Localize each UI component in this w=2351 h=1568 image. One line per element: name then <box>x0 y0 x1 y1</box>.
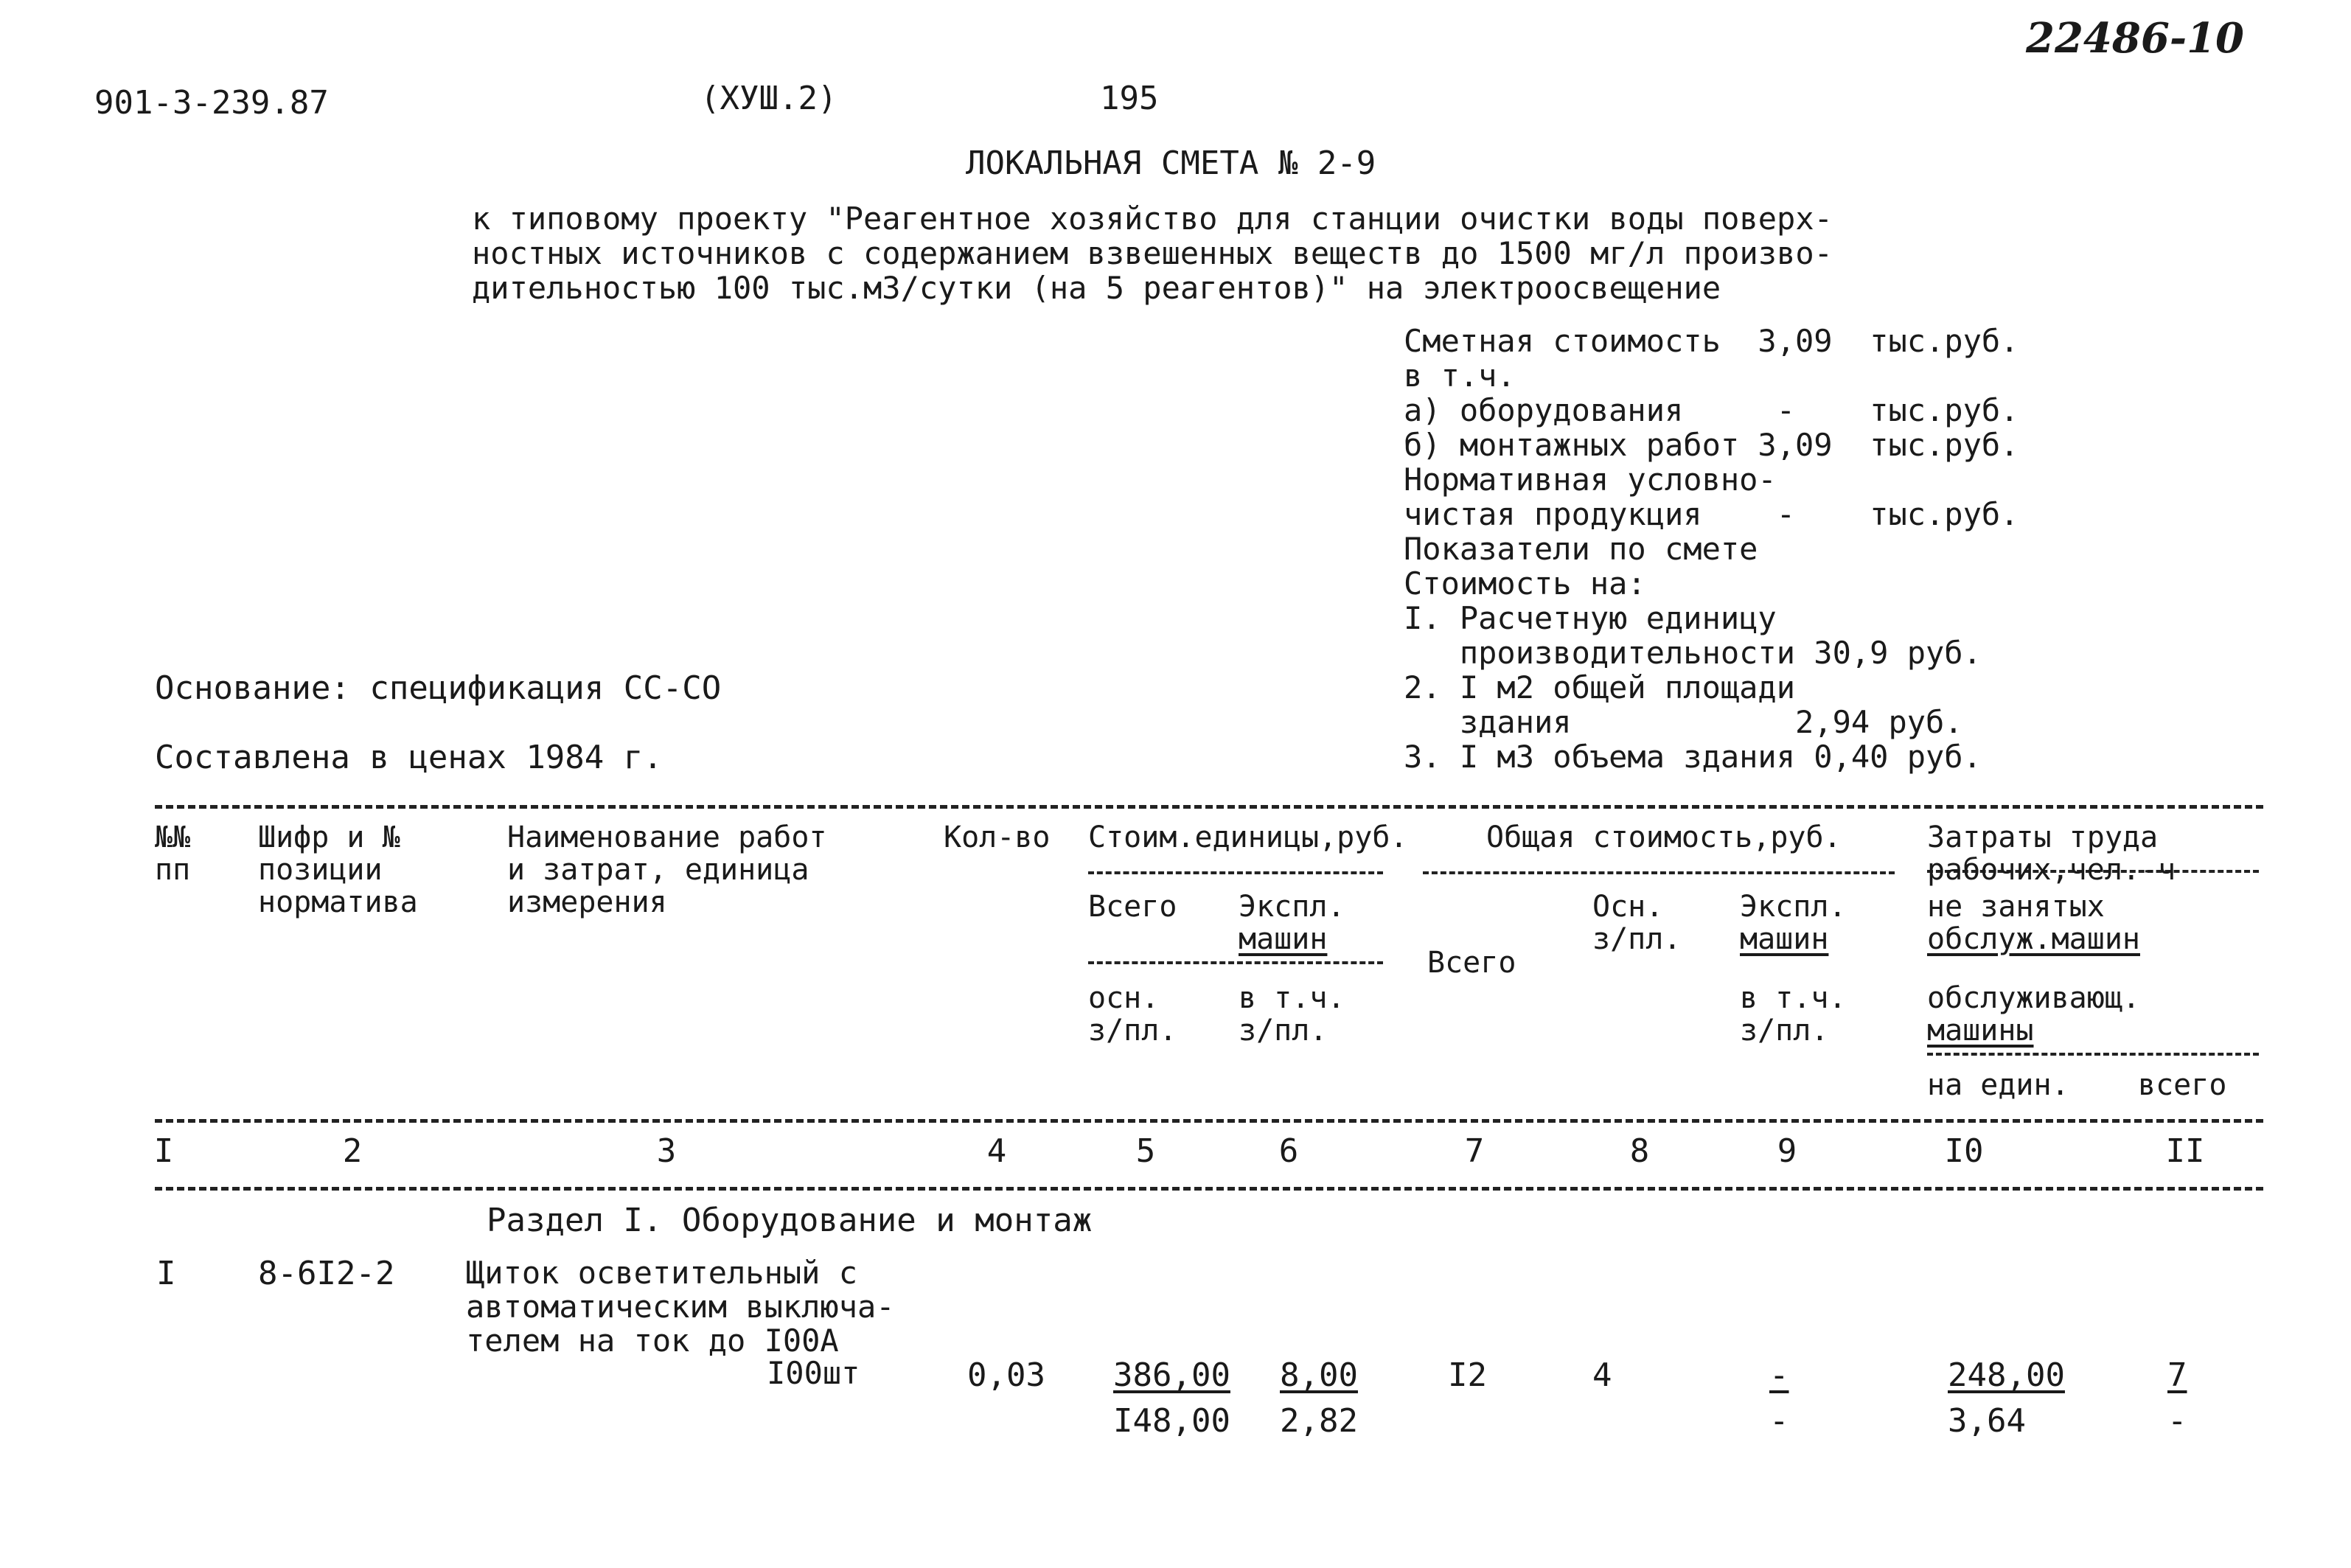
col5-top-header: Всего <box>1088 890 1177 924</box>
handwritten-stamp: 22486-10 <box>2026 14 2244 63</box>
total-cost-header: Общая стоимость,руб. <box>1486 820 1842 854</box>
col6-top-header: машин <box>1239 922 1328 956</box>
album-number: (ХУШ.2) <box>700 80 837 117</box>
col2-header: Шифр и № <box>258 820 400 854</box>
row-quantity: 0,03 <box>967 1356 1045 1394</box>
summary-line: Сметная стоимость 3,09 тыс.руб. <box>1404 323 2019 359</box>
col9-bottom-header: з/пл. <box>1740 1014 1829 1048</box>
col7-header: Всего <box>1427 946 1516 980</box>
col11-unit-header: всего <box>2138 1068 2227 1102</box>
column-number: 3 <box>656 1132 677 1170</box>
summary-line: производительности 30,9 руб. <box>1404 635 1982 671</box>
col10-top-header: не занятых <box>1927 890 2105 924</box>
labor-header: Затраты труда <box>1927 820 2159 854</box>
row-unit-machine-cost: 8,00 <box>1280 1356 1358 1394</box>
table-top-rule <box>155 805 2263 809</box>
price-year-note: Составлена в ценах 1984 г. <box>155 739 663 776</box>
col1-header: пп <box>155 853 191 887</box>
col6-top-header: Экспл. <box>1239 890 1345 924</box>
unit-cost-header: Стоим.единицы,руб. <box>1088 820 1408 854</box>
col2-header: позиции <box>258 853 383 887</box>
col10-bottom-header: обслуживающ. <box>1927 981 2140 1015</box>
document-title: ЛОКАЛЬНАЯ СМЕТА № 2-9 <box>966 144 1376 182</box>
numbers-bottom-rule <box>155 1187 2263 1191</box>
section-heading: Раздел I. Оборудование и монтаж <box>487 1202 1093 1239</box>
row-labor-total-machines: - <box>2167 1402 2187 1440</box>
col10-top-header: обслуж.машин <box>1927 922 2140 956</box>
col9-top-header: машин <box>1740 922 1829 956</box>
subtitle-line: дительностью 100 тыс.м3/сутки (на 5 реагентов)" на электроосвещение <box>472 270 1721 306</box>
summary-line: I. Расчетную единицу <box>1404 600 1777 636</box>
column-number: I <box>153 1132 174 1170</box>
row-labor-per-unit-machines: 3,64 <box>1948 1402 2026 1440</box>
row-name-line: автоматическим выключа- <box>466 1289 895 1325</box>
column-number: 8 <box>1629 1132 1650 1170</box>
summary-line: б) монтажных работ 3,09 тыс.руб. <box>1404 427 2019 463</box>
summary-line: Стоимость на: <box>1404 565 1646 602</box>
col4-header: Кол-во <box>944 820 1051 854</box>
summary-line: здания 2,94 руб. <box>1404 704 1963 740</box>
summary-line: Показатели по смете <box>1404 531 1758 567</box>
row-name-line: телем на ток до I00А <box>466 1323 839 1359</box>
col2-header: норматива <box>258 885 418 919</box>
row-number: I <box>156 1255 176 1292</box>
row-unit-base-wage: I48,00 <box>1113 1402 1230 1440</box>
col6-bottom-header: з/пл. <box>1239 1014 1328 1048</box>
col8-header: Осн. <box>1592 890 1664 924</box>
col9-top-header: Экспл. <box>1740 890 1847 924</box>
col8-header: з/пл. <box>1592 922 1682 956</box>
column-number: 4 <box>986 1132 1007 1170</box>
col1-header: №№ <box>155 820 191 854</box>
col56-split-rule <box>1088 961 1383 964</box>
column-number: 2 <box>342 1132 363 1170</box>
row-total-base-wage: 4 <box>1592 1356 1612 1394</box>
col6-bottom-header: в т.ч. <box>1239 981 1345 1015</box>
summary-line: 2. I м2 общей площади <box>1404 669 1796 705</box>
subtitle-line: ностных источников с содержанием взвешенных веществ до 1500 мг/л произво- <box>472 235 1833 271</box>
unit-cost-rule <box>1088 871 1383 874</box>
row-labor-total: 7 <box>2167 1356 2187 1394</box>
summary-line: в т.ч. <box>1404 358 1516 394</box>
column-number: 5 <box>1135 1132 1156 1170</box>
row-total-machine-wage: - <box>1769 1402 1789 1440</box>
col3-header: и затрат, единица <box>507 853 809 887</box>
row-unit: I00шт <box>767 1355 860 1391</box>
column-number: I0 <box>1944 1132 1984 1170</box>
row-total-machine-cost: - <box>1769 1356 1789 1394</box>
row-name-line: Щиток осветительный с <box>466 1255 858 1291</box>
column-number: 6 <box>1278 1132 1299 1170</box>
summary-line: Нормативная условно- <box>1404 461 1777 498</box>
row-total-cost: I2 <box>1448 1356 1487 1394</box>
summary-line: чистая продукция - тыс.руб. <box>1404 496 2019 532</box>
col3-header: измерения <box>507 885 667 919</box>
basis-note: Основание: спецификация СС-СО <box>155 669 722 707</box>
column-number: 9 <box>1777 1132 1797 1170</box>
labor-header: рабочих,чел.-ч <box>1927 853 2176 887</box>
page-number: 195 <box>1100 80 1159 117</box>
subtitle-line: к типовому проекту "Реагентное хозяйство для станции очистки воды поверх- <box>472 201 1833 237</box>
labor-split-rule <box>1927 1053 2259 1056</box>
column-number: II <box>2165 1132 2205 1170</box>
summary-line: 3. I м3 объема здания 0,40 руб. <box>1404 739 1982 775</box>
col10-bottom-header: машины <box>1927 1014 2034 1048</box>
row-code: 8-6I2-2 <box>258 1255 395 1292</box>
total-cost-rule <box>1423 871 1895 874</box>
col9-bottom-header: в т.ч. <box>1740 981 1847 1015</box>
col5-bottom-header: осн. <box>1088 981 1160 1015</box>
row-unit-cost-total: 386,00 <box>1113 1356 1230 1394</box>
header-bottom-rule <box>155 1119 2263 1123</box>
column-number: 7 <box>1464 1132 1485 1170</box>
col10-unit-header: на един. <box>1927 1068 2069 1102</box>
summary-line: а) оборудования - тыс.руб. <box>1404 392 2019 428</box>
col5-bottom-header: з/пл. <box>1088 1014 1177 1048</box>
row-unit-machine-wage: 2,82 <box>1280 1402 1358 1440</box>
col3-header: Наименование работ <box>507 820 827 854</box>
row-labor-per-unit: 248,00 <box>1948 1356 2065 1394</box>
project-code: 901-3-239.87 <box>94 84 329 122</box>
